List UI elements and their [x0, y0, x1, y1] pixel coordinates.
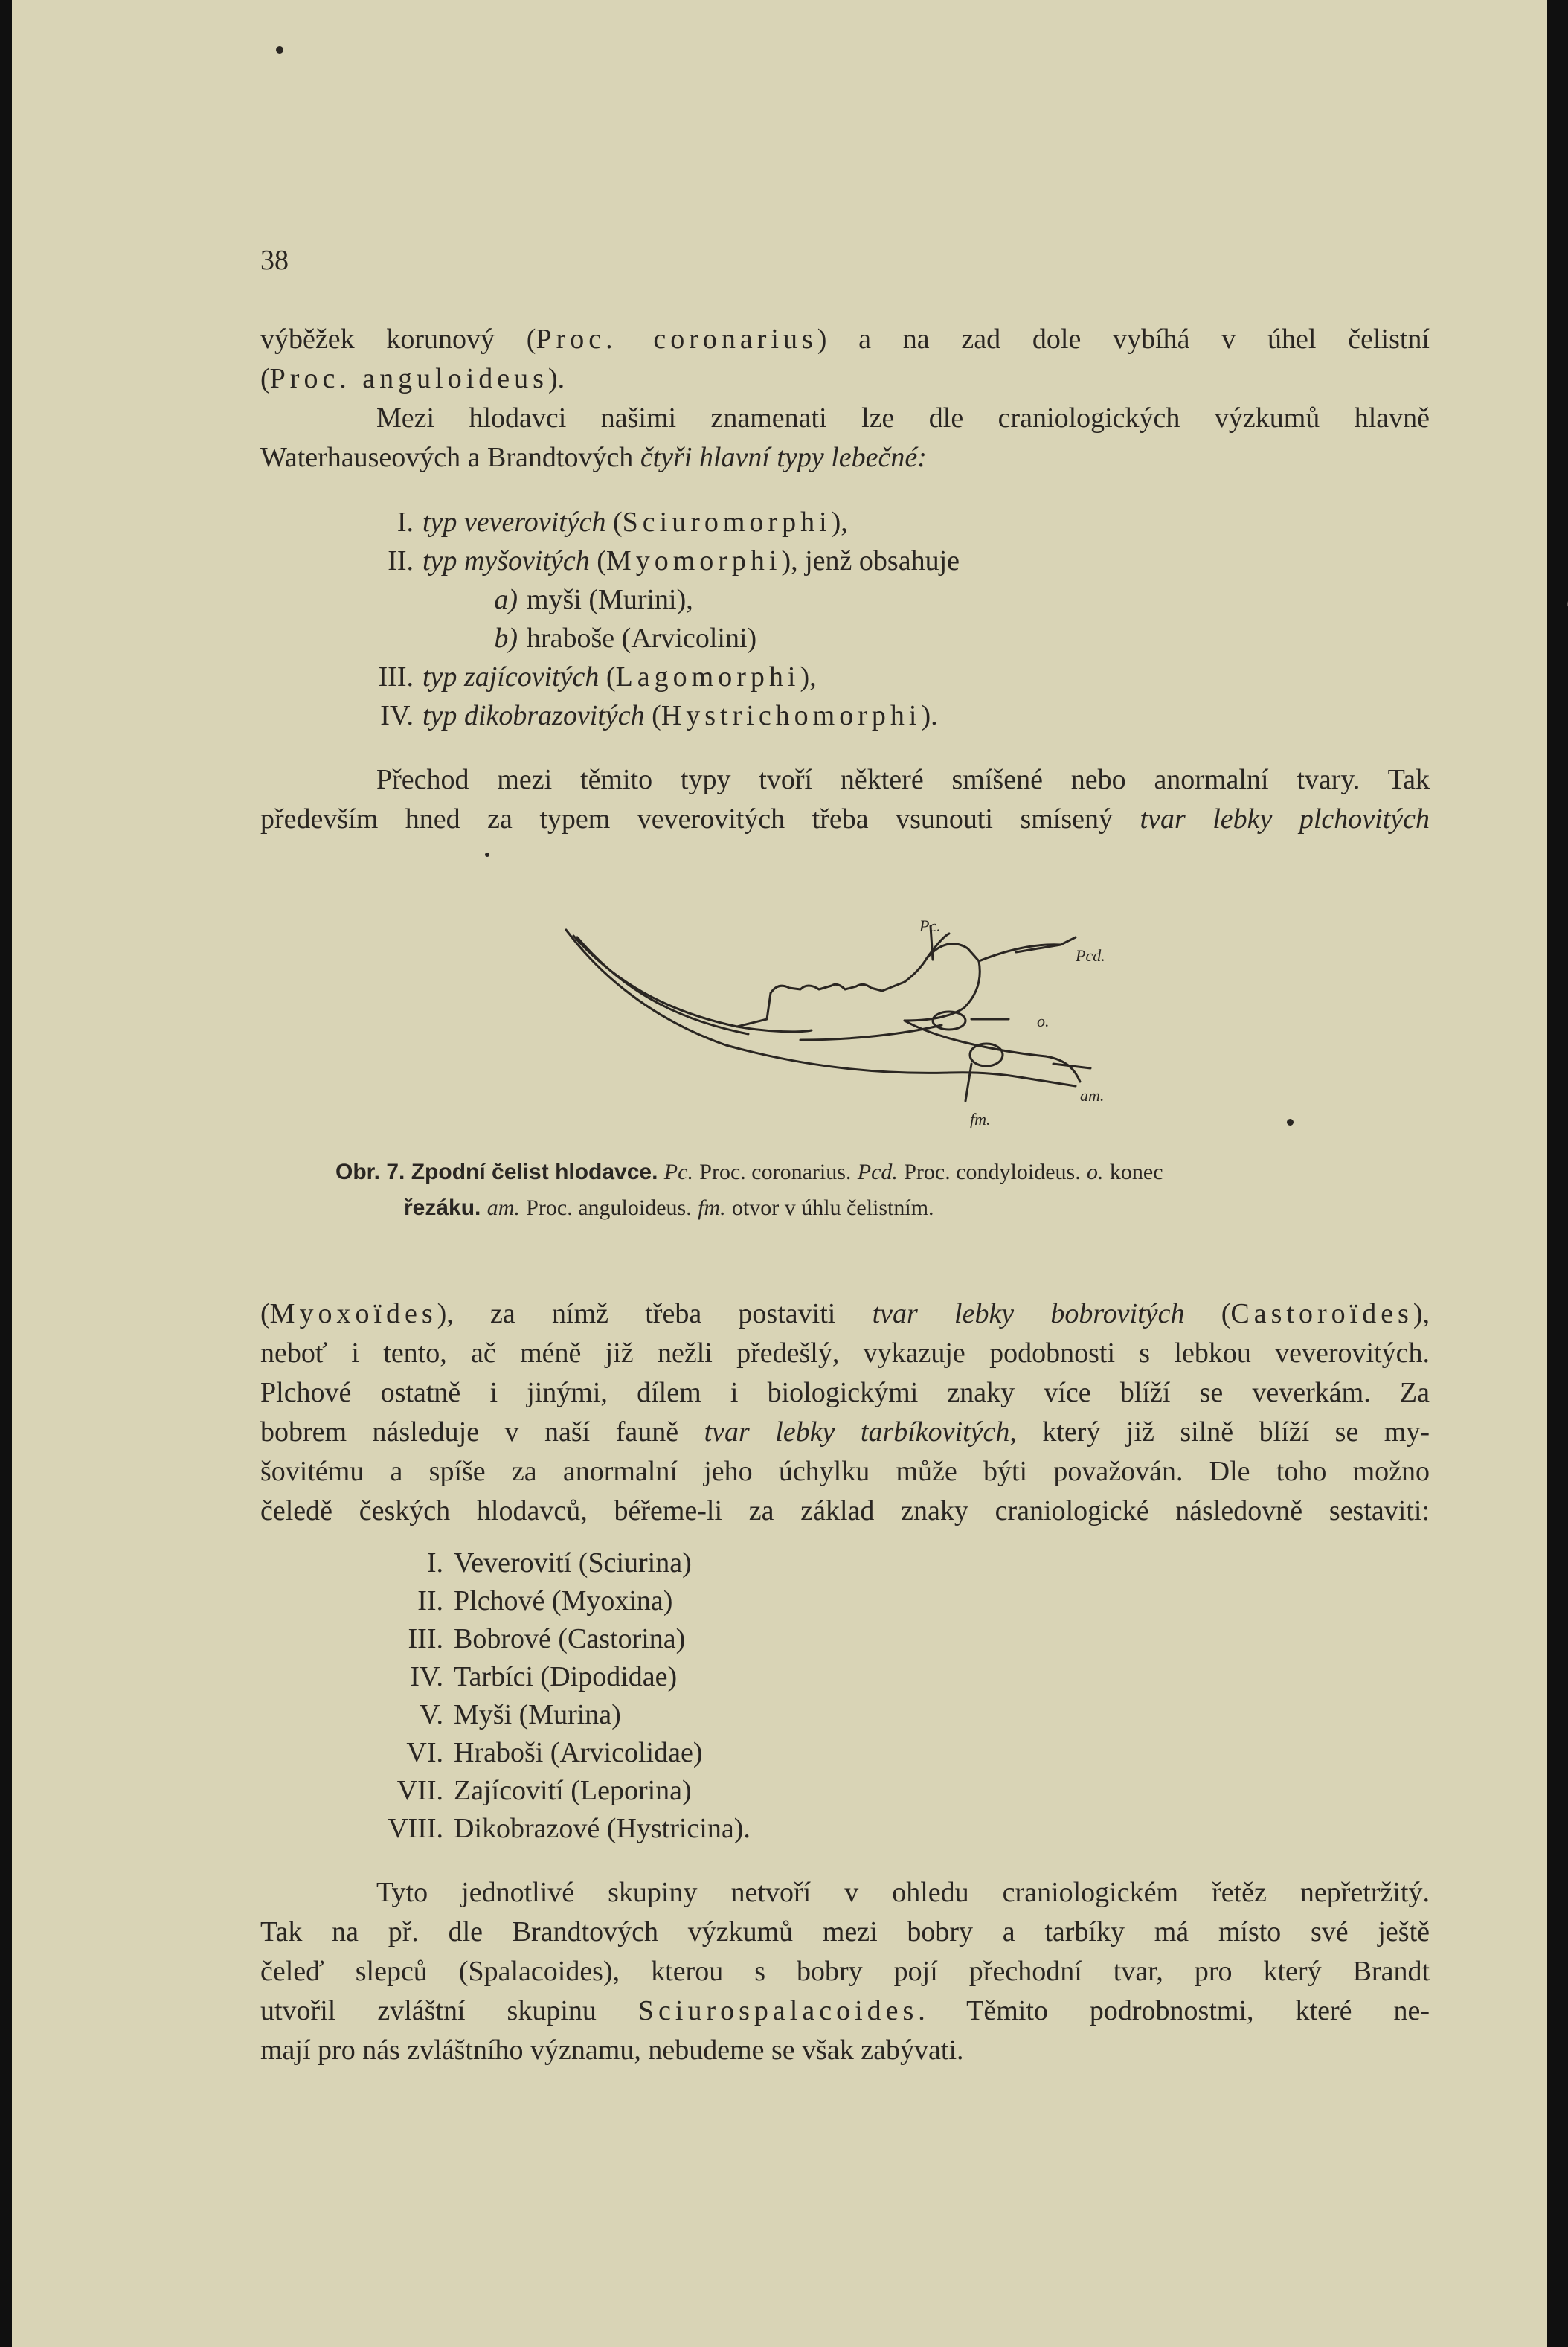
list-item: IV. typ dikobrazovitých (Hystrichomorphi).: [380, 700, 938, 731]
text-line: Tak na př. dle Brandtových výzkumů mezi bobry a tarbíky má místo své ještě: [260, 1916, 1430, 1948]
list-item: VIII. Dikobrazové (Hystricina).: [388, 1813, 751, 1844]
list-item: VI. Hraboši (Arvicolidae): [406, 1737, 703, 1768]
text-line: (Myoxoïdes), za nímž třeba postaviti tvar lebky bobrovitých (Castoroïdes),: [260, 1298, 1430, 1329]
families-list: [332, 1544, 751, 1848]
transition-paragraph: [260, 760, 1430, 839]
list-item: VII. Zajícovití (Leporina): [396, 1775, 692, 1806]
text-line: především hned za typem veverovitých třeba vsunouti smísený tvar lebky plchovitých: [260, 803, 1430, 835]
ink-speck: [276, 46, 283, 54]
figure-caption: [335, 1155, 1355, 1226]
label-am: am.: [1080, 1086, 1105, 1105]
list-item: II. Plchové (Myoxina): [417, 1585, 673, 1616]
text-line: Mezi hlodavci našimi znamenati lze dle craniologických výzkumů hlavně: [376, 402, 1430, 434]
skull-types-list: [332, 503, 960, 735]
text-line: utvořil zvláštní skupinu Sciurospalacoides. Těmito podrobnostmi, které ne-: [260, 1995, 1430, 2026]
text-line: mají pro nás zvláštního významu, nebudeme se však zabývati.: [260, 2035, 964, 2066]
text-line: Plchové ostatně i jinými, dílem i biologickými znaky více blíží se veverkám. Za: [260, 1377, 1430, 1408]
caption-line: řezáku. am. Proc. anguloideus. fm. otvor v úhlu čelistním.: [404, 1195, 934, 1220]
list-item: III. typ zajícovitých (Lagomorphi),: [378, 661, 817, 693]
text-line: Waterhauseových a Brandtových čtyři hlavní typy lebečné:: [260, 442, 927, 473]
page-number: 38: [260, 245, 289, 276]
jaw-illustration: [555, 908, 1195, 1153]
label-pc: Pc.: [919, 916, 941, 935]
main-paragraph: [260, 1294, 1430, 1531]
list-item: II. typ myšovitých (Myomorphi), jenž obsahuje: [388, 545, 960, 577]
list-item: I. typ veverovitých (Sciuromorphi),: [396, 507, 848, 538]
intro-paragraph: [260, 320, 1430, 399]
types-paragraph: [260, 399, 1430, 478]
text-line: výběžek korunový (Proc. coronarius) a na zad dole vybíhá v úhel čelistní: [260, 324, 1430, 355]
text-line: (Proc. anguloideus).: [260, 363, 565, 394]
label-pcd: Pcd.: [1076, 946, 1105, 965]
label-o: o.: [1037, 1012, 1050, 1030]
text-line: čeledě českých hlodavců, béřeme-li za základ znaky craniologické následovně sestaviti:: [260, 1495, 1430, 1526]
list-item: b) hraboše (Arvicolini): [494, 623, 757, 654]
list-item: I. Veverovití (Sciurina): [426, 1547, 692, 1579]
book-page: [12, 0, 1547, 2347]
caption-line: Obr. 7. Zpodní čelist hlodavce. Pc. Proc. coronarius. Pcd. Proc. condyloideus. o. konec: [335, 1160, 1163, 1184]
text-line: bobrem následuje v naší fauně tvar lebky tarbíkovitých, který již silně blíží se my-: [260, 1416, 1430, 1448]
text-line: Přechod mezi těmito typy tvoří některé smíšené nebo anormalní tvary. Tak: [376, 764, 1430, 795]
text-line: Tyto jednotlivé skupiny netvoří v ohledu craniologickém řetěz nepřetržitý.: [376, 1877, 1430, 1908]
list-item: V. Myši (Murina): [419, 1699, 621, 1730]
list-item: a) myši (Murini),: [494, 584, 693, 615]
text-line: šovitému a spíše za anormalní jeho úchylku může býti považován. Dle toho možno: [260, 1456, 1430, 1487]
ink-speck: [1287, 1119, 1294, 1126]
text-line: neboť i tento, ač méně již nežli předešlý, vykazuje podobnosti s lebkou veverovitých.: [260, 1338, 1430, 1369]
list-item: III. Bobrové (Castorina): [408, 1623, 686, 1654]
final-paragraph: [260, 1873, 1430, 2070]
list-item: IV. Tarbíci (Dipodidae): [410, 1661, 678, 1692]
label-fm: fm.: [970, 1110, 991, 1128]
ink-speck: [485, 853, 489, 857]
text-line: čeleď slepců (Spalacoides), kterou s bobry pojí přechodní tvar, pro který Brandt: [260, 1956, 1430, 1987]
